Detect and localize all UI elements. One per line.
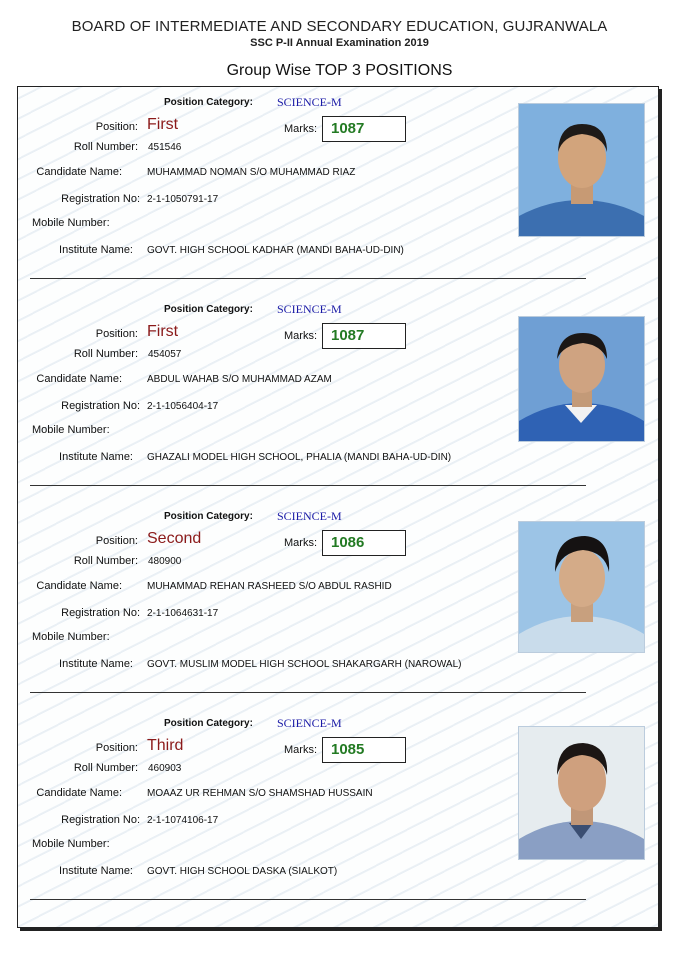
candidate-photo <box>518 103 645 237</box>
registration-label: Registration No: <box>61 193 140 205</box>
divider <box>30 485 586 486</box>
candidate-card <box>18 87 658 294</box>
marks-label: Marks: <box>284 744 317 756</box>
position-label: Position: <box>95 742 138 754</box>
institute-value: GHAZALI MODEL HIGH SCHOOL, PHALIA (MANDI BAHA-UD-DIN) <box>147 452 452 463</box>
candidate-name: MUHAMMAD REHAN RASHEED S/O ABDUL RASHID <box>147 581 392 592</box>
institute-value: GOVT. HIGH SCHOOL DASKA (SIALKOT) <box>147 866 338 877</box>
candidate-card <box>18 708 658 915</box>
marks-label: Marks: <box>284 123 317 135</box>
institute-value: GOVT. HIGH SCHOOL KADHAR (MANDI BAHA-UD-DIN) <box>147 245 404 256</box>
roll-value: 460903 <box>148 763 182 774</box>
position-label: Position: <box>95 328 138 340</box>
institute-value: GOVT. MUSLIM MODEL HIGH SCHOOL SHAKARGARH (NAROWAL) <box>147 659 462 670</box>
candidate-label: Candidate Name: <box>36 580 122 592</box>
registration-value: 2-1-1050791-17 <box>147 194 219 205</box>
mobile-label: Mobile Number: <box>32 424 110 436</box>
position-label: Position: <box>95 121 138 133</box>
marks-box <box>322 323 406 349</box>
position-value: First <box>147 116 179 133</box>
marks-value: 1086 <box>331 534 365 551</box>
roll-label: Roll Number: <box>73 762 138 774</box>
mobile-label: Mobile Number: <box>32 838 110 850</box>
divider <box>30 692 586 693</box>
results-frame <box>17 86 659 928</box>
candidate-name: ABDUL WAHAB S/O MUHAMMAD AZAM <box>147 374 332 385</box>
roll-value: 480900 <box>148 556 182 567</box>
registration-value: 2-1-1064631-17 <box>147 608 219 619</box>
registration-label: Registration No: <box>61 607 140 619</box>
registration-value: 2-1-1074106-17 <box>147 815 219 826</box>
category-value: SCIENCE-M <box>277 716 342 730</box>
registration-value: 2-1-1056404-17 <box>147 401 219 412</box>
page-title: Group Wise TOP 3 POSITIONS <box>226 62 453 79</box>
position-value: First <box>147 323 179 340</box>
category-label: Position Category: <box>164 511 253 522</box>
category-value: SCIENCE-M <box>277 302 342 316</box>
candidate-photo <box>518 316 645 442</box>
registration-label: Registration No: <box>61 814 140 826</box>
candidate-label: Candidate Name: <box>36 787 122 799</box>
roll-label: Roll Number: <box>73 555 138 567</box>
candidate-card <box>18 294 658 501</box>
candidate-card <box>18 501 658 708</box>
institute-label: Institute Name: <box>59 451 133 463</box>
mobile-label: Mobile Number: <box>32 631 110 643</box>
institute-label: Institute Name: <box>59 865 133 877</box>
category-value: SCIENCE-M <box>277 509 342 523</box>
institute-label: Institute Name: <box>59 658 133 670</box>
marks-value: 1085 <box>331 741 365 758</box>
person-icon <box>519 317 644 441</box>
person-icon <box>519 522 644 652</box>
marks-box <box>322 530 406 556</box>
candidate-label: Candidate Name: <box>36 166 122 178</box>
roll-value: 454057 <box>148 349 182 360</box>
divider <box>30 899 586 900</box>
person-icon <box>519 727 644 859</box>
candidate-photo <box>518 726 645 860</box>
roll-value: 451546 <box>148 142 182 153</box>
candidate-photo <box>518 521 645 653</box>
marks-value: 1087 <box>331 327 365 344</box>
exam-title: SSC P-II Annual Examination 2019 <box>250 37 429 49</box>
marks-value: 1087 <box>331 120 365 137</box>
roll-label: Roll Number: <box>73 348 138 360</box>
candidate-label: Candidate Name: <box>36 373 122 385</box>
person-icon <box>519 104 644 236</box>
marks-label: Marks: <box>284 537 317 549</box>
position-label: Position: <box>95 535 138 547</box>
category-label: Position Category: <box>164 304 253 315</box>
marks-box <box>322 737 406 763</box>
candidate-name: MOAAZ UR REHMAN S/O SHAMSHAD HUSSAIN <box>147 788 373 799</box>
candidate-name: MUHAMMAD NOMAN S/O MUHAMMAD RIAZ <box>147 167 356 178</box>
marks-box <box>322 116 406 142</box>
category-label: Position Category: <box>164 718 253 729</box>
category-label: Position Category: <box>164 97 253 108</box>
divider <box>30 278 586 279</box>
registration-label: Registration No: <box>61 400 140 412</box>
category-value: SCIENCE-M <box>277 95 342 109</box>
board-title: BOARD OF INTERMEDIATE AND SECONDARY EDUCATION, GUJRANWALA <box>71 18 608 35</box>
position-value: Third <box>147 737 184 754</box>
institute-label: Institute Name: <box>59 244 133 256</box>
marks-label: Marks: <box>284 330 317 342</box>
roll-label: Roll Number: <box>73 141 138 153</box>
mobile-label: Mobile Number: <box>32 217 110 229</box>
position-value: Second <box>147 530 202 547</box>
